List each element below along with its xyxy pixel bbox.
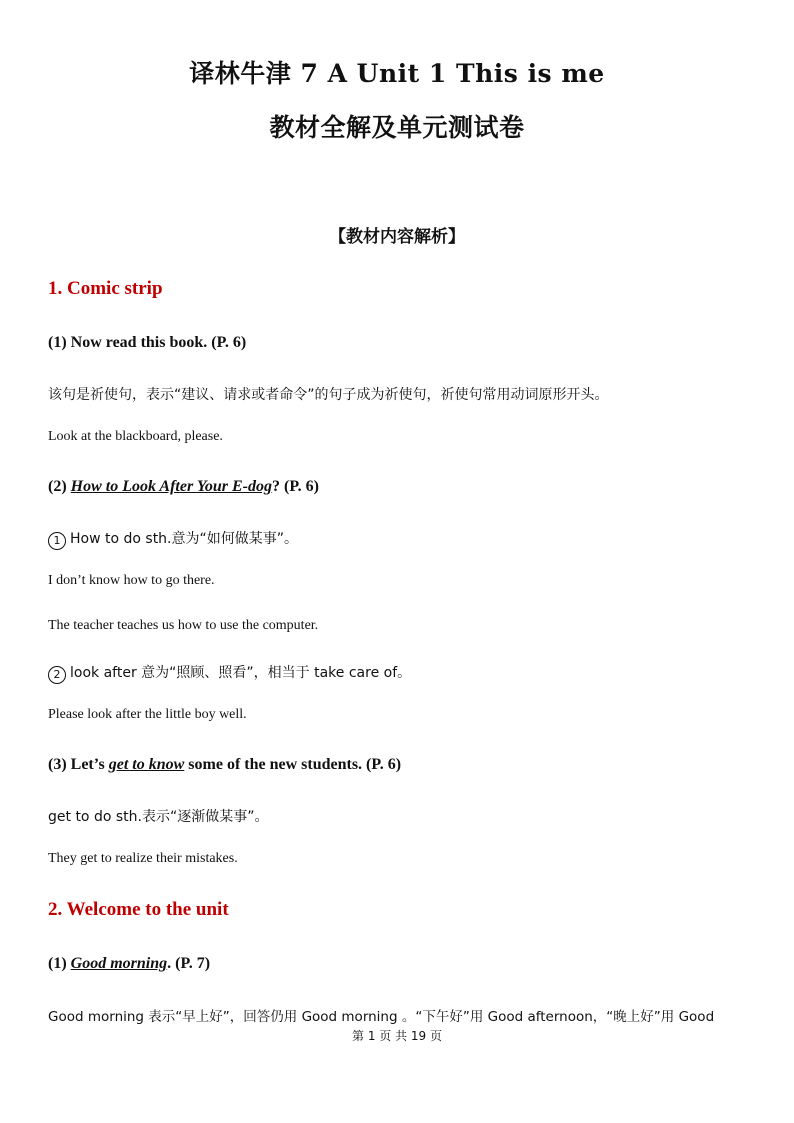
item-2-note-1-text: How to do sth.意为“如何做某事”。 — [70, 531, 299, 547]
item-2-title — [48, 478, 319, 496]
document-title: 译林牛津 7 A Unit 1 This is me — [189, 59, 605, 88]
item-2-note-2 — [48, 662, 411, 684]
section-1-heading: 1. Comic strip — [48, 278, 163, 299]
item-3-note: get to do sth.表示“逐渐做某事”。 — [48, 809, 269, 825]
item-3-title — [48, 756, 401, 774]
section-2-item-1-explanation: Good morning 表示“早上好”，回答仍用 Good morning 。“下午好”用 Good afternoon，“晚上好”用 Good — [48, 1009, 715, 1025]
item-2-note-2-text: look after 意为“照顾、照看”，相当于 take care of。 — [70, 665, 412, 681]
item-3-emphasis: get to know — [108, 756, 185, 773]
item-1-title: (1) Now read this book. (P. 6) — [48, 334, 247, 351]
section-2-heading: 2. Welcome to the unit — [48, 899, 229, 920]
item-2-suffix: ? (P. 6) — [272, 478, 319, 495]
item-2-example-2: The teacher teaches us how to use the computer. — [48, 618, 319, 633]
page-footer: 第 1 页 共 19 页 — [352, 1029, 442, 1043]
item-2-prefix: (2) — [48, 478, 71, 495]
item-3-prefix: (3) Let’s — [48, 756, 109, 773]
section-2-item-1-prefix: (1) — [48, 955, 71, 972]
document-subtitle: 教材全解及单元测试卷 — [269, 113, 525, 142]
item-3-suffix: some of the new students. (P. 6) — [184, 756, 402, 773]
item-2-example-1: I don’t know how to go there. — [48, 573, 215, 588]
item-3-example: They get to realize their mistakes. — [48, 851, 238, 866]
circled-number-2: 2 — [48, 666, 66, 684]
item-2-example-3: Please look after the little boy well. — [48, 707, 247, 722]
circled-number-1: 1 — [48, 532, 66, 550]
section-2-item-1-suffix: . (P. 7) — [167, 955, 211, 972]
item-2-note-1 — [48, 528, 298, 550]
item-1-explanation: 该句是祈使句，表示“建议、请求或者命令”的句子成为祈使句，祈使句常用动词原形开头。 — [48, 387, 609, 403]
section-2-item-1-emphasis: Good morning — [70, 955, 168, 972]
section-2-item-1-title — [48, 955, 210, 973]
item-2-emphasis: How to Look After Your E-dog — [70, 478, 273, 495]
item-1-example: Look at the blackboard, please. — [48, 429, 223, 444]
section-header: 【教材内容解析】 — [329, 227, 465, 247]
